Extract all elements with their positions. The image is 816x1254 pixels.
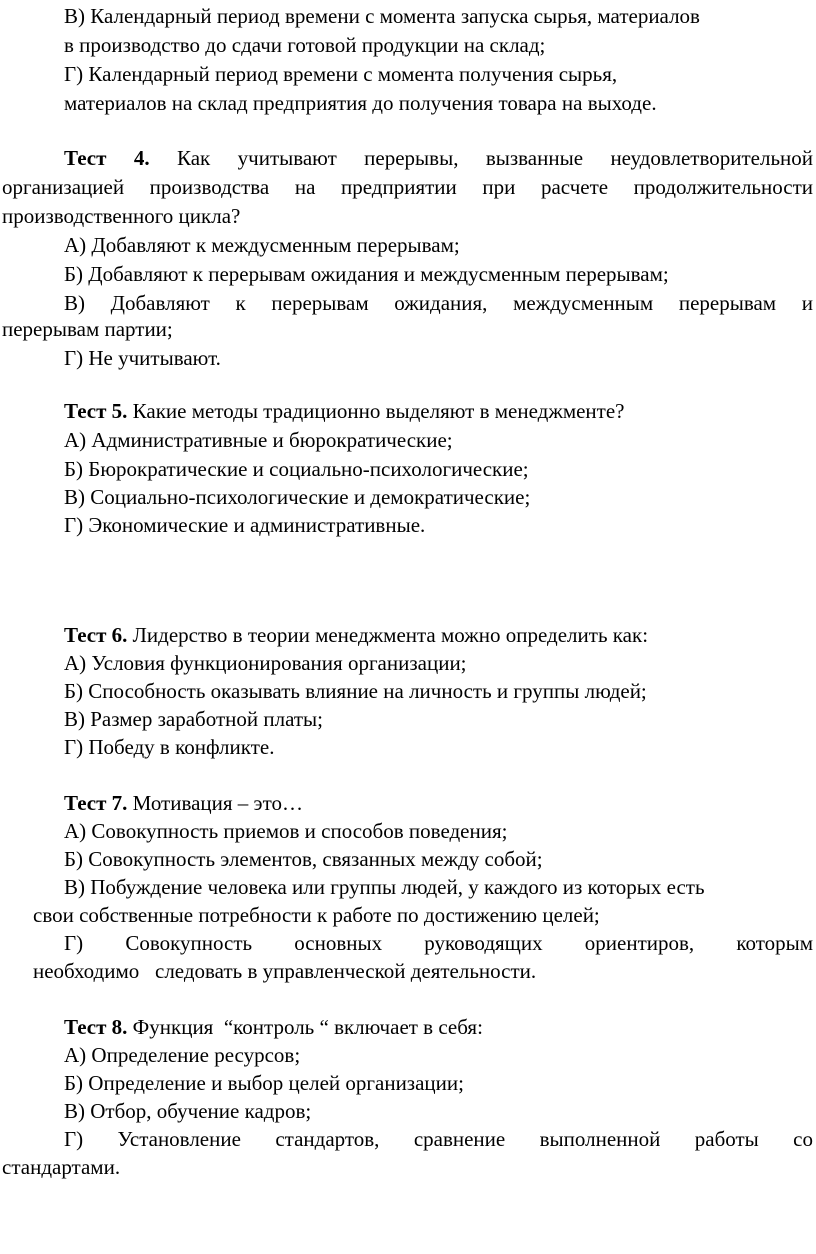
test5-question <box>64 397 625 426</box>
test3-option-v-line2: в производство до сдачи готовой продукции на склад; <box>64 33 546 57</box>
test5-question-text: Какие методы традиционно выделяют в менеджменте? <box>127 399 625 423</box>
test8-option-g-line2: стандартами. <box>2 1155 121 1179</box>
test3-option-g-line1: Г) Календарный период времени с момента получения сырья, <box>64 62 618 86</box>
test4-option-a: А) Добавляют к междусменным перерывам; <box>64 233 460 257</box>
test5-option-b: Б) Бюрократические и социально-психологические; <box>64 457 529 481</box>
test5-label: Тест 5. <box>64 399 128 423</box>
test7-option-g-line2: необходимо следовать в управленческой деятельности. <box>33 959 537 983</box>
test4-option-v-line2: перерывам партии; <box>2 317 173 341</box>
test6-question-text: Лидерство в теории менеджмента можно определить как: <box>127 623 649 647</box>
test7-option-b: Б) Совокупность элементов, связанных между собой; <box>64 847 543 871</box>
test6-option-a: А) Условия функционирования организации; <box>64 651 467 675</box>
test4-option-b: Б) Добавляют к перерывам ожидания и междусменным перерывам; <box>64 262 669 286</box>
test4-option-g: Г) Не учитывают. <box>64 346 221 370</box>
test4-question-line1 <box>64 144 813 173</box>
test5-option-v: В) Социально-психологические и демократические; <box>64 485 531 509</box>
test3-option-v-line1: В) Календарный период времени с момента запуска сырья, материалов <box>64 4 700 28</box>
test8-question-text: Функция “контроль “ включает в себя: <box>127 1015 483 1039</box>
test7-option-v-line1: В) Побуждение человека или группы людей, у каждого из которых есть <box>64 875 705 899</box>
test6-option-v: В) Размер заработной платы; <box>64 707 323 731</box>
test7-option-a: А) Совокупность приемов и способов поведения; <box>64 819 508 843</box>
test4-question-line2: организацией производства на предприятии при расчете продолжительности <box>2 175 813 199</box>
test6-label: Тест 6. <box>64 623 128 647</box>
test8-question <box>64 1013 483 1042</box>
test8-option-b: Б) Определение и выбор целей организации; <box>64 1071 464 1095</box>
test8-option-g-line1: Г) Установление стандартов, сравнение выполненной работы со <box>64 1127 813 1151</box>
test4-question-text: Как учитывают перерывы, вызванные неудовлетворительной <box>176 146 813 170</box>
test6-question <box>64 621 648 650</box>
test4-option-v-line1: В) Добавляют к перерывам ожидания, междусменным перерывам и <box>64 291 813 315</box>
test7-label: Тест 7. <box>64 791 128 815</box>
test7-option-g-line1: Г) Совокупность основных руководящих ориентиров, которым <box>64 931 813 955</box>
test8-option-v: В) Отбор, обучение кадров; <box>64 1099 312 1123</box>
test4-question-line3: производственного цикла? <box>2 204 241 228</box>
test3-option-g-line2: материалов на склад предприятия до получения товара на выходе. <box>64 91 657 115</box>
test7-question-text: Мотивация – это… <box>127 791 303 815</box>
test7-option-v-line2: свои собственные потребности к работе по достижению целей; <box>33 903 600 927</box>
test8-label: Тест 8. <box>64 1015 128 1039</box>
test6-option-g: Г) Победу в конфликте. <box>64 735 275 759</box>
test6-option-b: Б) Способность оказывать влияние на личность и группы людей; <box>64 679 647 703</box>
test4-label: Тест 4. <box>64 146 150 170</box>
test5-option-g: Г) Экономические и административные. <box>64 513 426 537</box>
test7-question <box>64 789 303 818</box>
test5-option-a: А) Административные и бюрократические; <box>64 428 453 452</box>
test8-option-a: А) Определение ресурсов; <box>64 1043 301 1067</box>
